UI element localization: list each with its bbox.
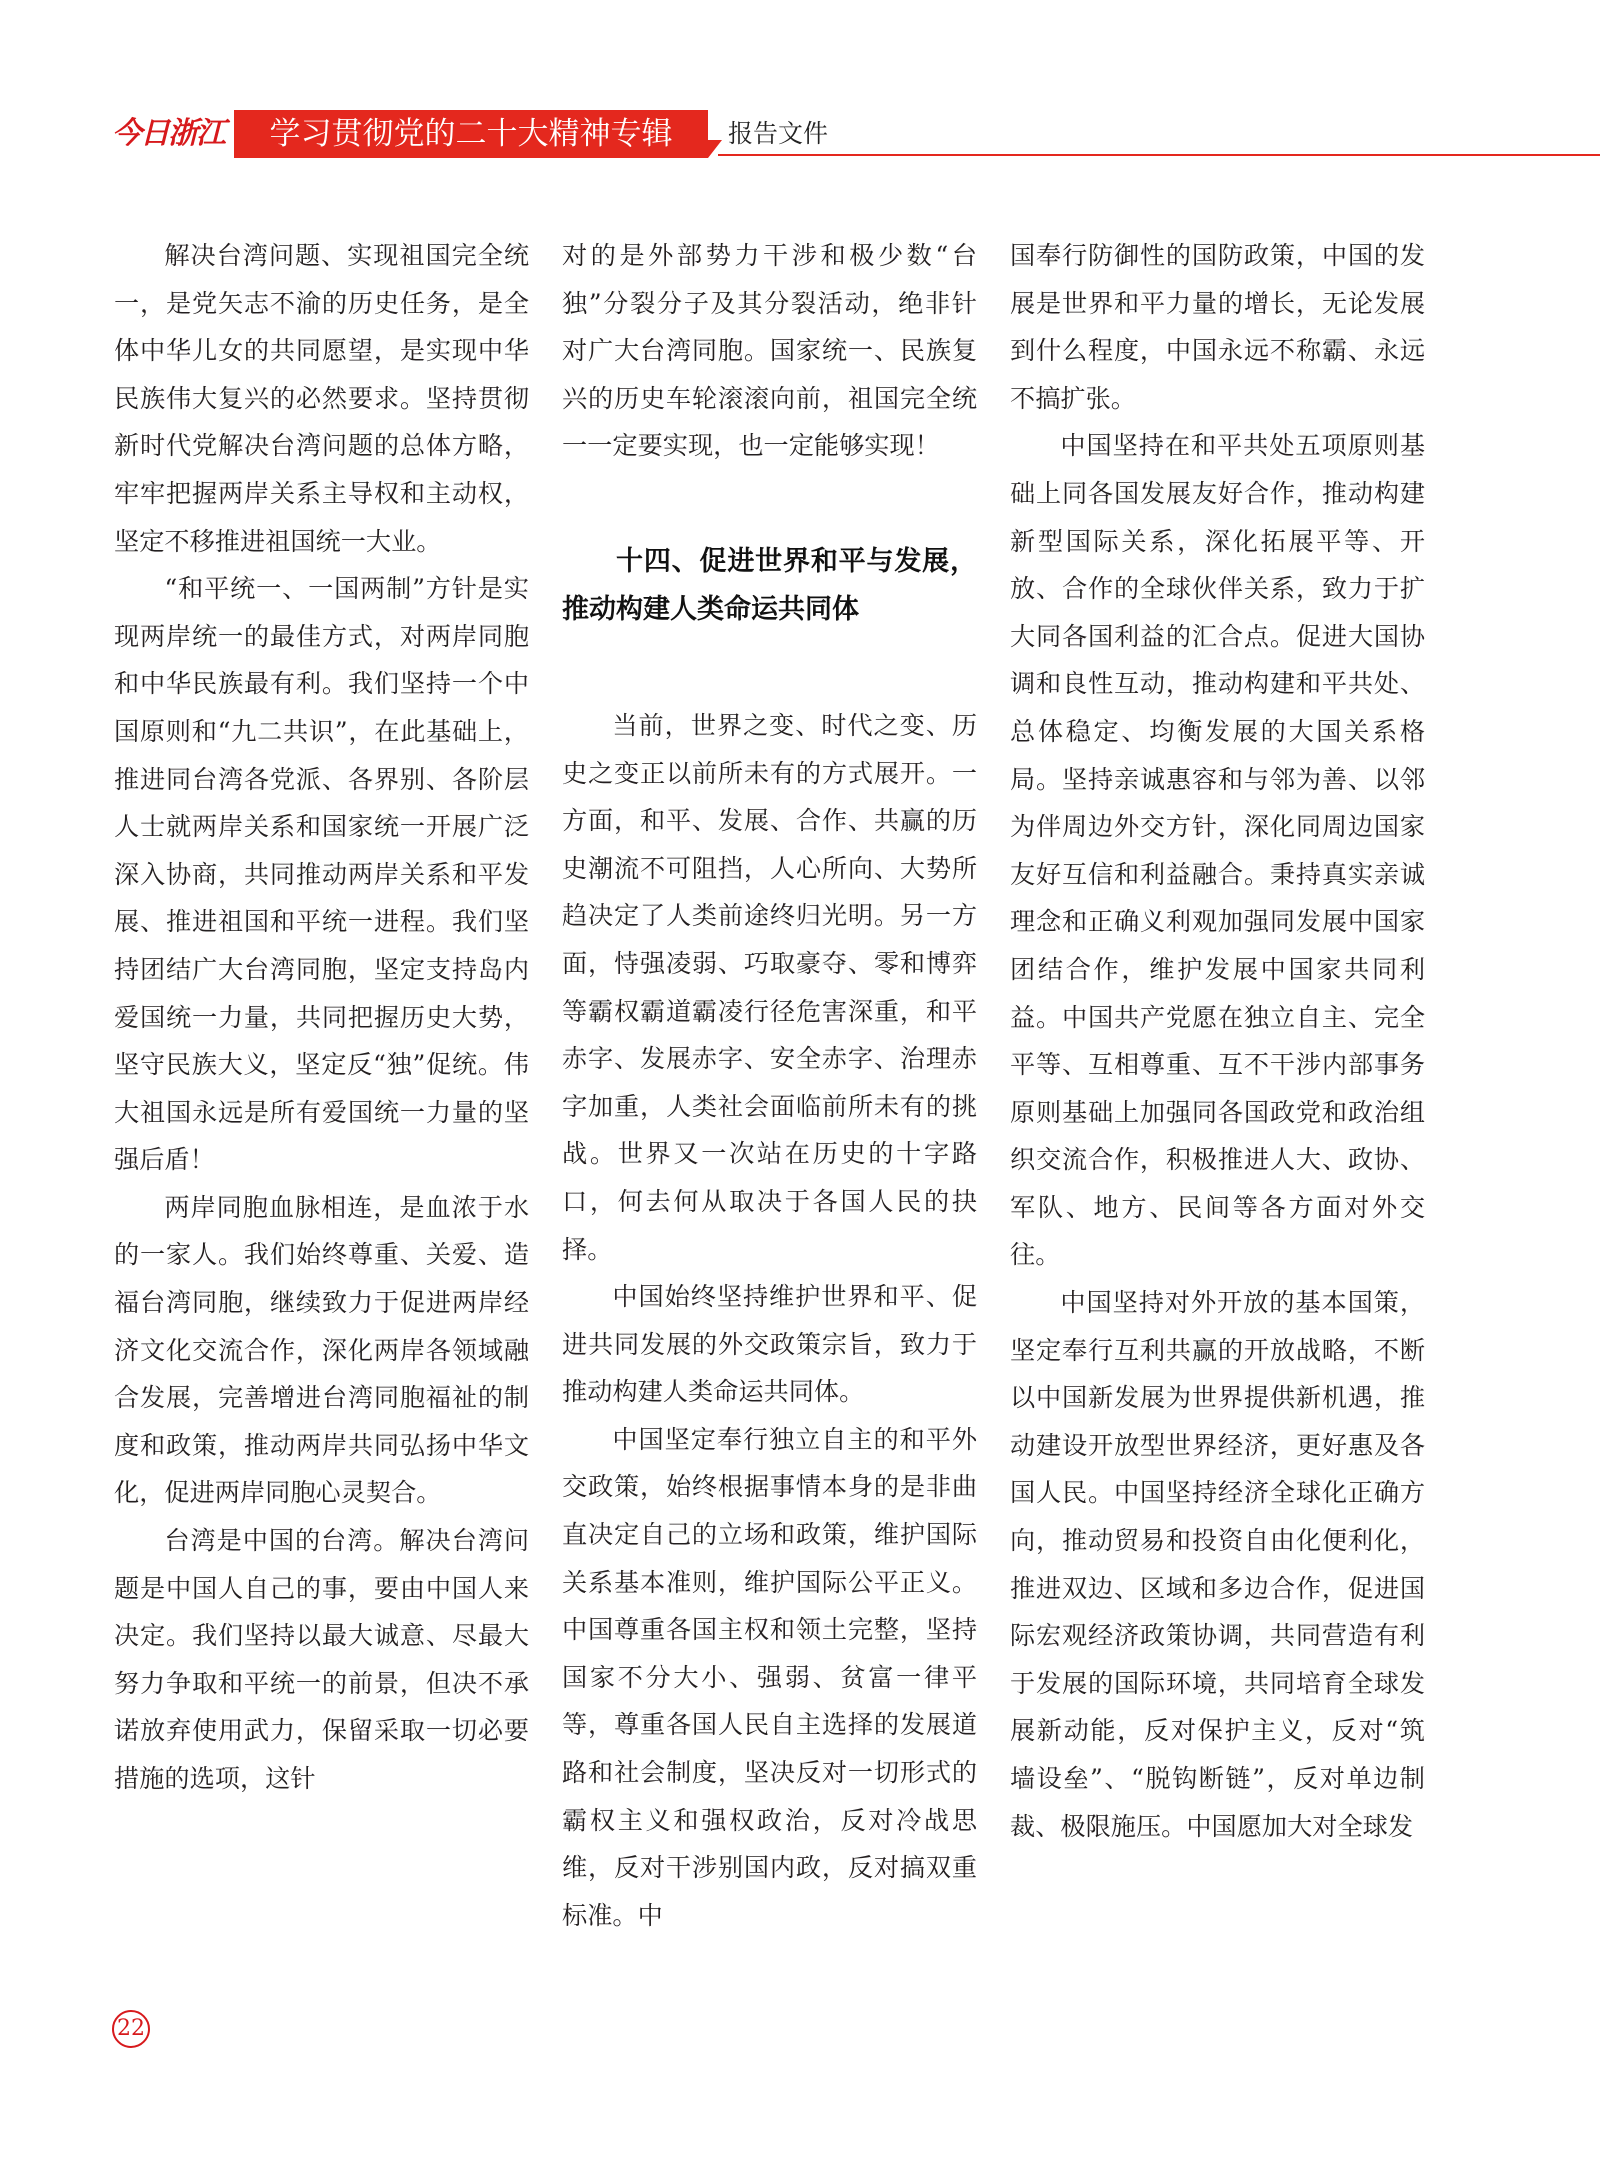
text-column-1 <box>114 232 529 1992</box>
body-paragraph: 台湾是中国的台湾。解决台湾问题是中国人自己的事，要由中国人来决定。我们坚持以最大诚意、尽最大努力争取和平统一的前景，但决不承诺放弃使用武力，保留采取一切必要措施的选项，这针 <box>114 1526 529 1793</box>
text-column-3 <box>1010 232 1425 1992</box>
body-paragraph: 当前，世界之变、时代之变、历史之变正以前所未有的方式展开。一方面，和平、发展、合作、共赢的历史潮流不可阻挡，人心所向、大势所趋决定了人类前途终归光明。另一方面，恃强凌弱、巧取豪夺、零和博弈等霸权霸道霸凌行径危害深重，和平赤字、发展赤字、安全赤字、治理赤字加重，人类社会面临前所未有的挑战。世界又一次站在历史的十字路口，何去何从取决于各国人民的抉择。 <box>562 710 977 1264</box>
body-paragraph: “和平统一、一国两制”方针是实现两岸统一的最佳方式，对两岸同胞和中华民族最有利。我们坚持一个中国原则和“九二共识”，在此基础上，推进同台湾各党派、各界别、各阶层人士就两岸关系和国家统一开展广泛深入协商，共同推动两岸关系和平发展、推进祖国和平统一进程。我们坚持团结广大台湾同胞，坚定支持岛内爱国统一力量，共同把握历史大势，坚守民族大义，坚定反“独”促统。伟大祖国永远是所有爱国统一力量的坚强后盾！ <box>114 574 529 1175</box>
special-issue-banner: 学习贯彻党的二十大精神专辑 <box>234 110 708 158</box>
page-number: 22 <box>112 2010 150 2048</box>
text-column-2 <box>562 232 977 1992</box>
section-heading: 十四、促进世界和平与发展，推动构建人类命运共同体 <box>562 545 977 625</box>
body-paragraph: 中国坚持对外开放的基本国策，坚定奉行互利共赢的开放战略，不断以中国新发展为世界提供新机遇，推动建设开放型世界经济，更好惠及各国人民。中国坚持经济全球化正确方向，推动贸易和投资自由化便利化，推进双边、区域和多边合作，促进国际宏观经济政策协调，共同营造有利于发展的国际环境，共同培育全球发展新动能，反对保护主义，反对“筑墙设垒”、“脱钩断链”，反对单边制裁、极限施压。中国愿加大对全球发 <box>1010 1288 1425 1841</box>
page-header <box>100 110 1600 160</box>
header-rule <box>718 154 1600 156</box>
magazine-logo: 今日浙江 <box>112 116 224 151</box>
section-label: 报告文件 <box>728 119 829 148</box>
body-paragraph: 对的是外部势力干涉和极少数“台独”分裂分子及其分裂活动，绝非针对广大台湾同胞。国家统一、民族复兴的历史车轮滚滚向前，祖国完全统一一定要实现，也一定能够实现！ <box>562 241 977 461</box>
body-paragraph: 两岸同胞血脉相连，是血浓于水的一家人。我们始终尊重、关爱、造福台湾同胞，继续致力于促进两岸经济文化交流合作，深化两岸各领域融合发展，完善增进台湾同胞福祉的制度和政策，推动两岸共同弘扬中华文化，促进两岸同胞心灵契合。 <box>114 1192 529 1508</box>
body-paragraph: 中国始终坚持维护世界和平、促进共同发展的外交政策宗旨，致力于推动构建人类命运共同体。 <box>562 1282 977 1407</box>
body-paragraph: 中国坚定奉行独立自主的和平外交政策，始终根据事情本身的是非曲直决定自己的立场和政策，维护国际关系基本准则，维护国际公平正义。中国尊重各国主权和领土完整，坚持国家不分大小、强弱、贫富一律平等，尊重各国人民自主选择的发展道路和社会制度，坚决反对一切形式的霸权主义和强权政治，反对冷战思维，反对干涉别国内政，反对搞双重标准。中 <box>562 1424 977 1930</box>
body-paragraph: 解决台湾问题、实现祖国完全统一，是党矢志不渝的历史任务，是全体中华儿女的共同愿望，是实现中华民族伟大复兴的必然要求。坚持贯彻新时代党解决台湾问题的总体方略，牢牢把握两岸关系主导权和主动权，坚定不移推进祖国统一大业。 <box>114 241 529 556</box>
body-paragraph: 国奉行防御性的国防政策，中国的发展是世界和平力量的增长，无论发展到什么程度，中国永远不称霸、永远不搞扩张。 <box>1010 241 1425 413</box>
body-paragraph: 中国坚持在和平共处五项原则基础上同各国发展友好合作，推动构建新型国际关系，深化拓展平等、开放、合作的全球伙伴关系，致力于扩大同各国利益的汇合点。促进大国协调和良性互动，推动构建和平共处、总体稳定、均衡发展的大国关系格局。坚持亲诚惠容和与邻为善、以邻为伴周边外交方针，深化同周边国家友好互信和利益融合。秉持真实亲诚理念和正确义利观加强同发展中国家团结合作，维护发展中国家共同利益。中国共产党愿在独立自主、完全平等、互相尊重、互不干涉内部事务原则基础上加强同各国政党和政治组织交流合作，积极推进人大、政协、军队、地方、民间等各方面对外交往。 <box>1010 431 1425 1270</box>
